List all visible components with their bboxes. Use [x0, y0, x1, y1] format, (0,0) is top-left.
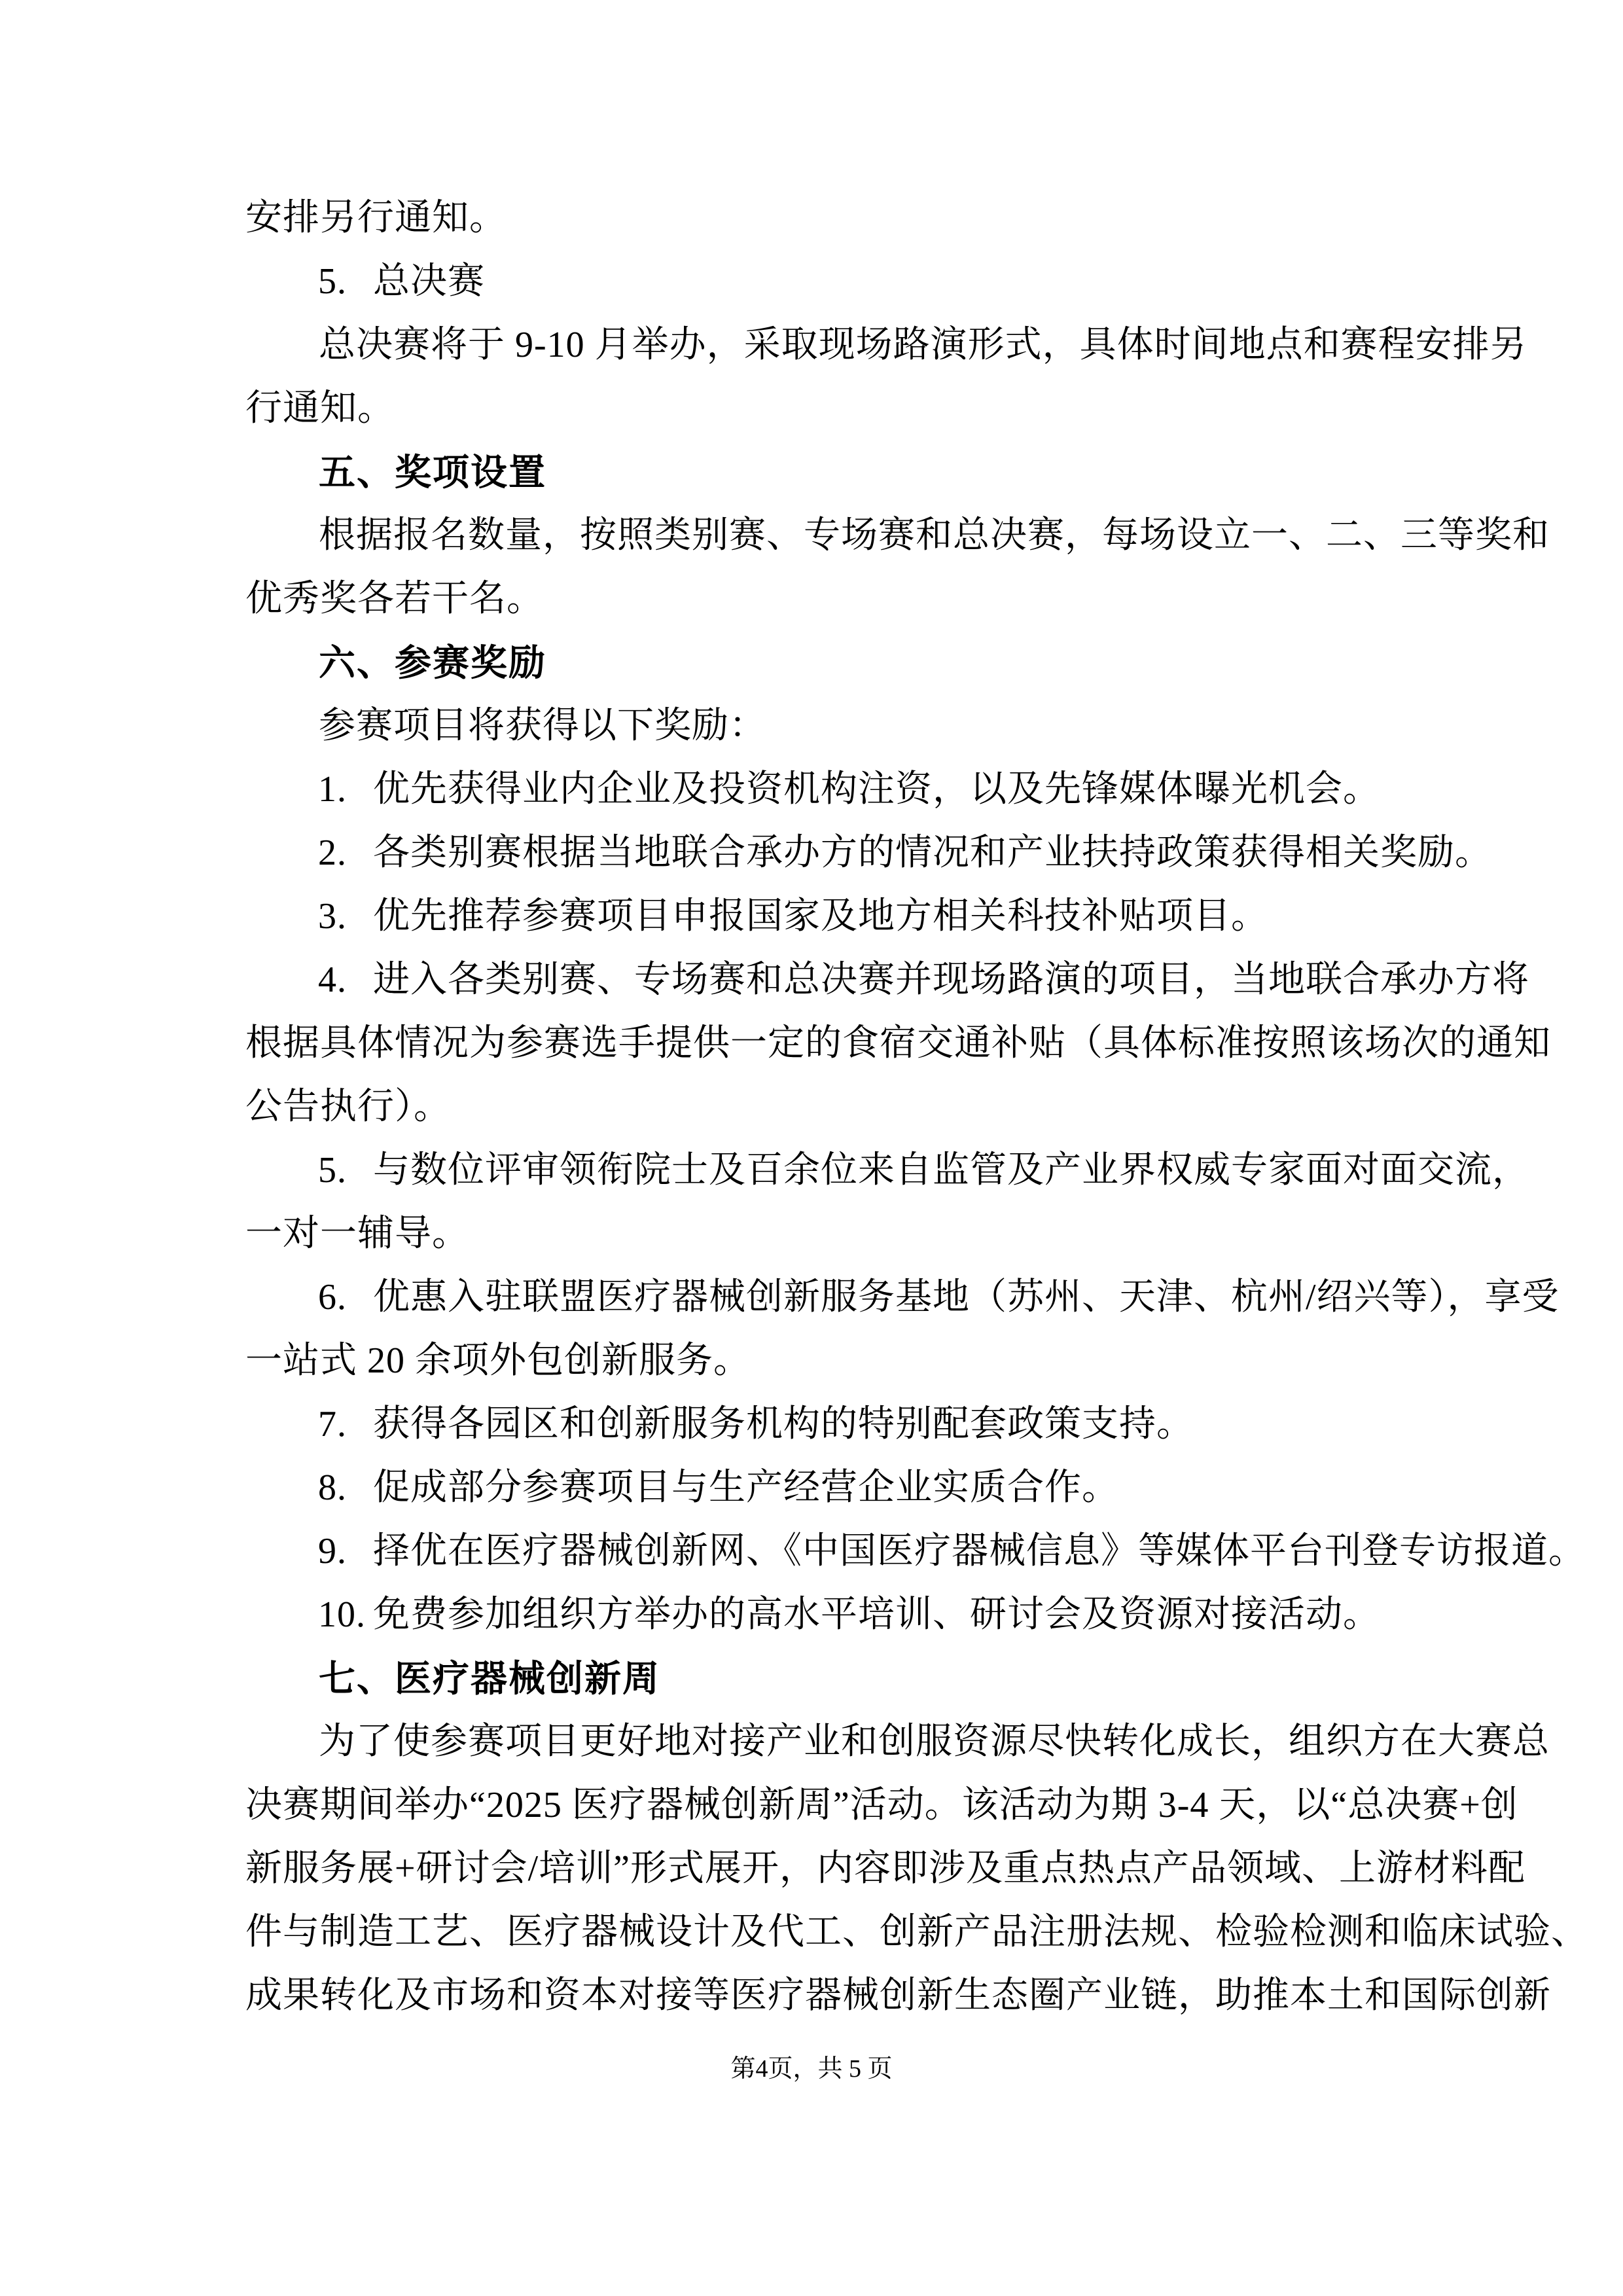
text-line — [245, 314, 1527, 377]
line-text: 行通知。 — [245, 388, 395, 429]
line-text: 与数位评审领衔院士及百余位来自监管及产业界权威专家面对面交流， — [373, 1150, 1529, 1191]
text-line — [245, 1774, 1518, 1837]
section-heading — [245, 631, 1381, 694]
line-text: 进入各类别赛、专场赛和总决赛并现场路演的项目，当地联合承办方将 — [373, 960, 1529, 1000]
document-body — [245, 187, 1588, 2028]
text-line — [245, 1837, 1525, 1901]
line-text: 安排另行通知。 — [245, 198, 507, 238]
text-line — [245, 187, 1381, 250]
line-text: 一站式 20 余项外包创新服务。 — [245, 1340, 751, 1381]
list-item — [245, 1266, 1560, 1329]
line-text: 成果转化及市场和资本对接等医疗器械创新生态圈产业链，助推本土和国际创新 — [245, 1975, 1551, 2016]
text-line — [245, 1964, 1551, 2028]
line-text: 七、医疗器械创新周 — [319, 1658, 660, 1699]
line-text: 公告执行）。 — [245, 1086, 451, 1127]
text-line — [245, 567, 1381, 631]
list-number: 2. — [318, 833, 347, 873]
list-item — [245, 1456, 1381, 1520]
list-item — [245, 885, 1381, 948]
line-text: 优秀奖各若干名。 — [245, 579, 544, 619]
line-text: 五、奖项设置 — [319, 452, 546, 493]
list-item — [245, 250, 1381, 314]
line-text: 决赛期间举办“2025 医疗器械创新周”活动。该活动为期 3-4 天，以“总决赛+创 — [245, 1785, 1518, 1825]
line-text: 参赛项目将获得以下奖励： — [319, 706, 766, 746]
text-line — [245, 1710, 1550, 1774]
list-item — [245, 948, 1529, 1012]
line-text: 根据具体情况为参赛选手提供一定的食宿交通补贴（具体标准按照该场次的通知 — [245, 1023, 1551, 1064]
text-line — [245, 377, 1381, 440]
line-text: 优先获得业内企业及投资机构注资，以及先锋媒体曝光机会。 — [373, 769, 1380, 810]
page-number: 第4页，共 5 页 — [730, 2055, 893, 2083]
line-text: 优先推荐参赛项目申报国家及地方相关科技补贴项目。 — [373, 896, 1268, 937]
line-text: 总决赛 — [373, 261, 485, 302]
line-text: 为了使参赛项目更好地对接产业和创服资源尽快转化成长，组织方在大赛总 — [319, 1721, 1550, 1762]
text-line — [245, 1012, 1551, 1075]
line-text: 免费参加组织方举办的高水平培训、研讨会及资源对接活动。 — [373, 1594, 1380, 1635]
list-number: 1. — [318, 769, 347, 810]
list-item — [245, 821, 1492, 885]
line-text: 新服务展+研讨会/培训”形式展开，内容即涉及重点热点产品领域、上游材料配 — [245, 1848, 1525, 1889]
text-line — [245, 1075, 1381, 1139]
list-item — [245, 1393, 1381, 1456]
text-line — [245, 1202, 1381, 1266]
list-number: 5. — [318, 1150, 347, 1191]
list-item — [245, 1520, 1586, 1583]
list-item — [245, 1583, 1381, 1647]
list-item — [245, 758, 1381, 821]
list-number: 8. — [318, 1467, 347, 1508]
line-text: 获得各园区和创新服务机构的特别配套政策支持。 — [373, 1404, 1194, 1444]
line-text: 根据报名数量，按照类别赛、专场赛和总决赛，每场设立一、二、三等奖和 — [319, 515, 1550, 556]
list-number: 3. — [318, 896, 347, 937]
text-line — [245, 1901, 1588, 1964]
line-text: 六、参赛奖励 — [319, 642, 546, 683]
list-number: 9. — [318, 1531, 347, 1571]
text-line — [245, 694, 1381, 758]
section-heading — [245, 1647, 1381, 1710]
list-number: 5. — [318, 261, 347, 302]
line-text: 总决赛将于 9-10 月举办，采取现场路演形式，具体时间地点和赛程安排另 — [319, 325, 1527, 365]
list-item — [245, 1139, 1529, 1202]
line-text: 优惠入驻联盟医疗器械创新服务基地（苏州、天津、杭州/绍兴等），享受 — [373, 1277, 1560, 1318]
line-text: 件与制造工艺、医疗器械设计及代工、创新产品注册法规、检验检测和临床试验、 — [245, 1912, 1588, 1952]
line-text: 促成部分参赛项目与生产经营企业实质合作。 — [373, 1467, 1119, 1508]
line-text: 一对一辅导。 — [245, 1213, 469, 1254]
list-number: 6. — [318, 1277, 347, 1318]
line-text: 各类别赛根据当地联合承办方的情况和产业扶持政策获得相关奖励。 — [373, 833, 1492, 873]
section-heading — [245, 440, 1381, 504]
text-line — [245, 1329, 1381, 1393]
line-text: 择优在医疗器械创新网、《中国医疗器械信息》等媒体平台刊登专访报道。 — [373, 1531, 1586, 1571]
list-number: 7. — [318, 1404, 347, 1444]
text-line — [245, 504, 1550, 567]
list-number: 4. — [318, 960, 347, 1000]
list-number: 10. — [318, 1594, 366, 1635]
